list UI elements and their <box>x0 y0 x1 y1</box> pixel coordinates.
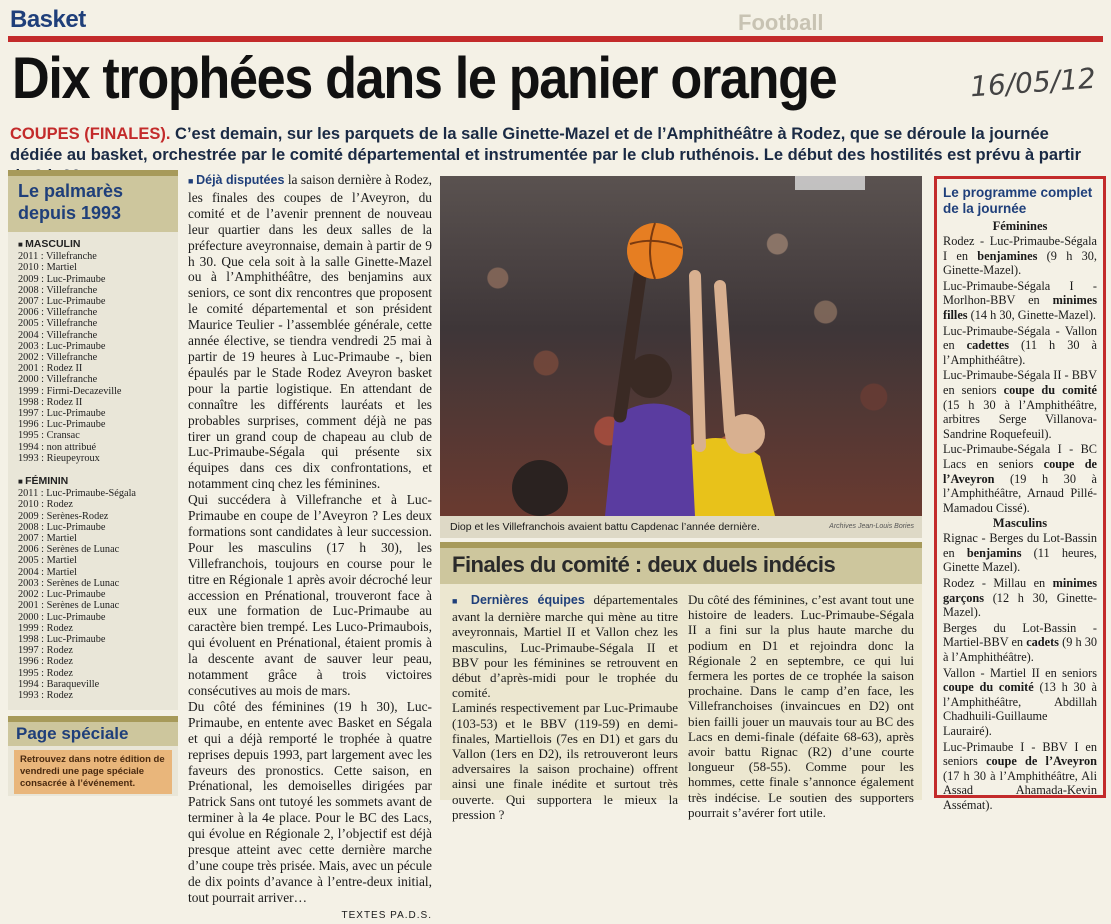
palmares-entry: 2008 : Villefranche <box>18 284 98 296</box>
palmares-entry: 1997 : Luc-Primaube <box>18 408 106 420</box>
palmares-entry: 1996 : Rodez <box>18 656 73 668</box>
page-speciale-text: Retrouvez dans notre édition de vendredi une page spéciale consacrée à l’événement. <box>14 750 172 794</box>
palmares-entry: 2001 : Serènes de Lunac <box>18 600 120 612</box>
palmares-entry: 2003 : Serènes de Lunac <box>18 577 120 589</box>
programme-item: Vallon - Martiel II en seniors coupe du comité (13 h 30 à l’Amphithéâtre, Abdillah Chadhuili-Guillaume Laurairé). <box>943 665 1098 738</box>
finales-tag: ■ Dernières équipes <box>452 593 585 607</box>
programme-title: Le programme complet de la journée <box>943 185 1093 216</box>
programme-item: Rodez - Luc-Primaube-Ségala I en benjamines (9 h 30, Ginette-Mazel). <box>943 234 1097 278</box>
finales-p3: Du côté des féminines, c’est avant tout une histoire de leaders. Luc-Primaube-Ségala II a fini sur la plus haute marche du podium en D1 et rejoindra donc la Régionale 2 en septembre, ce qui lui fermera les portes de ce trophée la saison prochaine. Dans le camp d’en face, les Villefranchoises (invaincues en D2) ont bien failli jouer un mauvais tour au BC des Lacs en demi-finale (défaite 68-63), après avoir battu Rignac (R2) d’une courte longueur (58-55). Comme pour les hommes, cette finale s’annonce également très indécise. Le soutien des supporters pourrait s’avérer fort utile. <box>688 592 914 820</box>
palmares-entry: 2004 : Villefranche <box>18 329 98 341</box>
article-tag: ■ Déjà disputées <box>188 173 284 187</box>
programme-masculins-label: Masculins <box>992 516 1048 531</box>
palmares-entry: 2009 : Luc-Primaube <box>18 273 106 285</box>
palmares-entry: 2009 : Serènes-Rodez <box>18 510 109 522</box>
page-speciale-title: Page spéciale <box>8 722 178 746</box>
programme-item: Luc-Primaube-Ségala I - Morlhon-BBV en minimes filles (14 h 30, Ginette-Mazel). <box>943 278 1097 322</box>
lead-kicker: COUPES (FINALES). <box>10 125 171 143</box>
finales-title: Finales du comité : deux duels indécis <box>440 548 922 584</box>
palmares-entry: 2010 : Rodez <box>18 499 73 511</box>
palmares-entry: 2002 : Luc-Primaube <box>18 589 106 601</box>
finales-p2: Laminés respectivement par Luc-Primaube (103-53) et le BBV (119-59) en demi-finales, Martiellois (7es en D1) et gars du Vallon (1ers en D2), ils retrouveront leurs adversaires la saison prochaine) offrent ainsi une finale inédite et surtout très ouverte. Qui supportera le mieux la pression ? <box>452 700 678 822</box>
finales-column-2 <box>688 592 914 820</box>
programme-item: Rodez - Millau en minimes garçons (12 h 30, Ginette-Mazel). <box>943 576 1097 620</box>
palmares-list <box>8 232 178 705</box>
finales-p1: départementales avant la dernière marche qui mène au titre aveyronnais, Martiel II et Vallon chez les masculins, Luc-Primaube-Ségala II et BBV pour les féminines se retrouvent en début d’après-midi pour le trophée du comité. <box>452 592 678 701</box>
palmares-entry: 1993 : Rieupeyroux <box>18 452 100 464</box>
palmares-entry: 1994 : non attribué <box>18 441 97 453</box>
finales-column-1 <box>452 592 678 822</box>
palmares-title: Le palmarès depuis 1993 <box>8 176 178 232</box>
programme-box <box>934 176 1106 812</box>
adjacent-page-rubric: Football <box>738 10 824 35</box>
palmares-entry: 2000 : Luc-Primaube <box>18 611 106 623</box>
palmares-entry: 1994 : Baraqueville <box>18 678 100 690</box>
palmares-entry: 2010 : Martiel <box>18 262 77 274</box>
photo-caption <box>440 516 922 538</box>
photo-credit: Archives Jean-Louis Bories <box>829 523 914 530</box>
article-p2: Qui succédera à Villefranche et à Luc-Primaube en coupe de l’Aveyron ? Les deux formations sont candidates à leur succession. Pour les masculins (17 h 30), les Villefranchois, toujours en course pour le titre en Régionale 1 après avoir décroché leur accession en Prénational, trouveront face à eux une formation de Luc-Primaube au caractère bien trempé. Les Luco-Primaubois, qui évoluent en Prénational, étaient promis à la descente avant de sauver leur peau, notamment grâce à trois victoires consécutives au mois de mars. <box>188 492 432 698</box>
palmares-entry: 1998 : Rodez II <box>18 396 83 408</box>
palmares-entry: 1999 : Rodez <box>18 622 73 634</box>
palmares-entry: 1995 : Rodez <box>18 667 73 679</box>
palmares-category-feminin: ■ FÉMININ <box>18 476 168 487</box>
palmares-entry: 2006 : Serènes de Lunac <box>18 544 120 556</box>
programme-item: Luc-Primaube I - BBV I en seniors coupe de l’Aveyron (17 h 30 à l’Amphithéâtre, Ali Assad Ahamada-Kevin Assémat). <box>943 739 1097 812</box>
palmares-masculin-list <box>18 251 168 464</box>
palmares-entry: 2011 : Luc-Primaube-Ségala <box>18 488 136 500</box>
programme-feminines-label: Féminines <box>992 219 1048 233</box>
photo-caption-text: Diop et les Villefranchois avaient battu Capdenac l’année dernière. <box>450 521 760 533</box>
programme-item: Luc-Primaube-Ségala I - BC Lacs en seniors coupe de l’Aveyron (19 h 30 à l’Amphithéâtre, Arnaud Pillé-Mamadou Cissé). <box>943 442 1097 515</box>
finales-comite-box <box>440 542 922 822</box>
palmares-entry: 2011 : Villefranche <box>18 251 97 263</box>
palmares-entry: 1997 : Rodez <box>18 645 73 657</box>
rubric-rule <box>8 36 1103 42</box>
palmares-entry: 2005 : Villefranche <box>18 318 98 330</box>
programme-masculins-list <box>943 531 1097 812</box>
palmares-entry: 2008 : Luc-Primaube <box>18 521 106 533</box>
programme-feminines-list <box>943 234 1097 515</box>
palmares-entry: 2000 : Villefranche <box>18 374 98 386</box>
article-signature: TEXTES PA.D.S. <box>341 909 432 921</box>
palmares-entry: 2007 : Martiel <box>18 533 77 545</box>
palmares-box <box>8 170 178 710</box>
palmares-entry: 1996 : Luc-Primaube <box>18 419 106 431</box>
palmares-entry: 2001 : Rodez II <box>18 363 83 375</box>
article-p3: Du côté des féminines (19 h 30), Luc-Primaube, en entente avec Basket en Ségala et qui a déjà remporté le trophée à quatre reprises depuis 1993, part largement avec les faveurs des pronostics. Cette saison, en Prénational, les demoiselles dirigées par Patrick Sans ont tutoyé les sommets avant de terminer à la 4e place. Pour le BC des Lacs, qui évolue en Régionale 2, l’objectif est déjà presque atteint avec cette dernière marche d’une coupe très prisée. Mais, avec un pécule de dix points d’avance à l’entre-deux initial, tout pourrait arriver… <box>188 698 432 905</box>
palmares-entry: 2003 : Luc-Primaube <box>18 340 106 352</box>
programme-item: Luc-Primaube-Ségala - Vallon en cadettes (11 h 30 à l’Amphithéâtre). <box>943 323 1097 367</box>
palmares-entry: 2002 : Villefranche <box>18 352 98 364</box>
palmares-entry: 1999 : Firmi-Decazeville <box>18 385 122 397</box>
palmares-entry: 1995 : Cransac <box>18 430 80 442</box>
palmares-entry: 2006 : Villefranche <box>18 307 98 319</box>
palmares-feminin-list <box>18 488 168 701</box>
palmares-entry: 1993 : Rodez <box>18 689 73 701</box>
section-rubric: Basket <box>10 6 86 33</box>
palmares-entry: 1998 : Luc-Primaube <box>18 633 106 645</box>
article-p1: la saison dernière à Rodez, les finales des coupes de l’Aveyron, du comité et de l’avenir prennent de nouveau leur quartier dans les deux salles de la préfecture aveyronnaise, demain à partir de 9 h 30. Que cela soit à la salle Ginette-Mazel ou à l’Amphithéâtre, des benjamins aux seniors, ce sont dix rencontres que proposent le comité départemental et son président Maurice Teulier - l’assemblée générale, cette année élective, se tiendra vendredi 25 mai à partir de 19 heures à Luc-Primaube -, bien épaulés par le Stade Rodez Aveyron basket pour la partie logistique. En attendant de connaître les différents lauréats et les probables surprises, comment déjà ne pas tirer un grand coup de chapeau au club de Luc-Primaube-Ségala qui présente six équipes dans ces dix confrontations, et notamment cinq chez les féminines. <box>188 172 433 492</box>
handwritten-date: 16/05/12 <box>969 61 1097 104</box>
palmares-category-masculin: ■ MASCULIN <box>18 239 168 250</box>
programme-item: Berges du Lot-Bassin - Martiel-BBV en cadets (9 h 30 à l’Amphithéâtre). <box>943 620 1097 665</box>
lead-text: C’est demain, sur les parquets de la salle Ginette-Mazel et de l’Amphithéâtre à Rodez, que se déroule la journée dédiée au basket, orchestrée par le comité départemental et instrumentée par le club ruthénois. Le début des hostilités est prévu à partir <box>10 125 1081 164</box>
palmares-entry: 2005 : Martiel <box>18 555 77 567</box>
page-speciale-box <box>8 716 178 796</box>
palmares-entry: 2007 : Luc-Primaube <box>18 296 106 308</box>
article-main-column <box>188 172 433 921</box>
headline: Dix trophées dans le panier orange <box>12 46 837 111</box>
basketball-photo <box>440 176 922 516</box>
programme-item: Luc-Primaube-Ségala II - BBV en seniors coupe du comité (15 h 30 à l’Amphithéâtre, arbitres Serge Villanova-Sandrine Roquefeuil). <box>943 368 1098 441</box>
programme-item: Rignac - Berges du Lot-Bassin en benjamins (11 heures, Ginette Mazel). <box>943 531 1097 575</box>
palmares-entry: 2004 : Martiel <box>18 566 77 578</box>
